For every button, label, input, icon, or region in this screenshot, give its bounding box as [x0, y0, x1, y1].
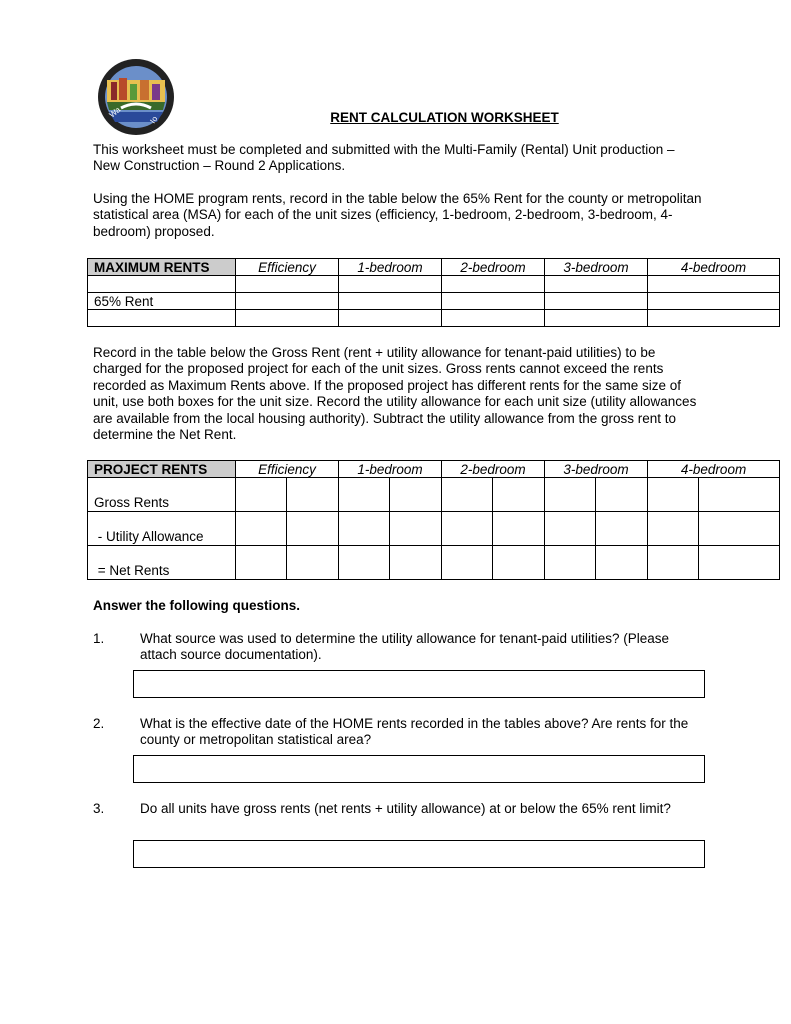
- utility-allowance-input-cell[interactable]: [648, 512, 699, 546]
- utility-allowance-input-cell[interactable]: [442, 512, 493, 546]
- column-header-1-bedroom: 1-bedroom: [339, 259, 442, 276]
- question-text: Do all units have gross rents (net rents + utility allowance) at or below the 65% rent limit?: [140, 801, 671, 816]
- column-header-efficiency: Efficiency: [236, 461, 339, 478]
- utility-allowance-input-cell[interactable]: [699, 512, 780, 546]
- rent-input-cell[interactable]: [545, 276, 648, 293]
- gross-rent-input-cell[interactable]: [648, 478, 699, 512]
- question-text: What is the effective date of the HOME rents recorded in the tables above? Are rents for the county or metropolitan statistical area?: [140, 716, 689, 748]
- project-rents-table: [87, 460, 780, 580]
- gross-rent-input-cell[interactable]: [287, 478, 339, 512]
- rent-input-cell[interactable]: [339, 276, 442, 293]
- utility-allowance-input-cell[interactable]: [390, 512, 442, 546]
- blank-label-cell: [88, 310, 236, 327]
- rent-input-cell[interactable]: [442, 293, 545, 310]
- intro-paragraph: This worksheet must be completed and submitted with the Multi-Family (Rental) Unit production – New Construction – Round 2 Applications.: [93, 142, 675, 174]
- rent-input-cell[interactable]: [442, 310, 545, 327]
- net-rent-input-cell[interactable]: [699, 546, 780, 580]
- utility-allowance-input-cell[interactable]: [493, 512, 545, 546]
- column-header-3-bedroom: 3-bedroom: [545, 461, 648, 478]
- utility-allowance-input-cell[interactable]: [236, 512, 287, 546]
- net-rent-input-cell[interactable]: [339, 546, 390, 580]
- row-label-gross-rents: Gross Rents: [88, 478, 236, 512]
- net-rent-input-cell[interactable]: [442, 546, 493, 580]
- net-rent-input-cell[interactable]: [493, 546, 545, 580]
- column-header-2-bedroom: 2-bedroom: [442, 461, 545, 478]
- answer-box-question-2[interactable]: [133, 755, 705, 783]
- questions-heading: Answer the following questions.: [93, 598, 301, 613]
- rent-input-cell[interactable]: [648, 293, 780, 310]
- rent-input-cell[interactable]: [236, 293, 339, 310]
- gross-rent-input-cell[interactable]: [699, 478, 780, 512]
- question-text: What source was used to determine the utility allowance for tenant-paid utilities? (Please attach source documentation).: [140, 631, 670, 663]
- maximum-rents-table: [87, 258, 780, 327]
- question-number: 1.: [93, 631, 105, 646]
- question-number: 3.: [93, 801, 105, 816]
- table-row: [88, 259, 780, 276]
- rent-input-cell[interactable]: [236, 276, 339, 293]
- question-number: 2.: [93, 716, 105, 731]
- rent-input-cell[interactable]: [545, 310, 648, 327]
- rent-input-cell[interactable]: [339, 310, 442, 327]
- gross-rent-input-cell[interactable]: [390, 478, 442, 512]
- net-rent-input-cell[interactable]: [236, 546, 287, 580]
- net-rent-input-cell[interactable]: [596, 546, 648, 580]
- table-row: [88, 512, 780, 546]
- utility-allowance-input-cell[interactable]: [596, 512, 648, 546]
- net-rent-input-cell[interactable]: [545, 546, 596, 580]
- gross-rent-input-cell[interactable]: [442, 478, 493, 512]
- gross-rent-input-cell[interactable]: [236, 478, 287, 512]
- row-label-65-rent: 65% Rent: [88, 293, 236, 310]
- utility-allowance-input-cell[interactable]: [287, 512, 339, 546]
- row-label-utility-allowance: - Utility Allowance: [88, 512, 236, 546]
- answer-box-question-3[interactable]: [133, 840, 705, 868]
- gross-rent-input-cell[interactable]: [545, 478, 596, 512]
- page-title: RENT CALCULATION WORKSHEET: [330, 110, 559, 125]
- table-row: [88, 461, 780, 478]
- maximum-rents-header: MAXIMUM RENTS: [88, 259, 236, 276]
- gross-rent-input-cell[interactable]: [339, 478, 390, 512]
- rent-input-cell[interactable]: [648, 276, 780, 293]
- net-rent-input-cell[interactable]: [287, 546, 339, 580]
- instruction-paragraph-1: Using the HOME program rents, record in the table below the 65% Rent for the county or metropolitan statistical area (MSA) for each of the unit sizes (efficiency, 1-bedroom, 2-bedroom, 3-bedroom, 4-bedroom) proposed.: [93, 191, 702, 239]
- utility-allowance-input-cell[interactable]: [339, 512, 390, 546]
- column-header-efficiency: Efficiency: [236, 259, 339, 276]
- svg-text:Io: Io: [148, 114, 160, 126]
- rent-input-cell[interactable]: [339, 293, 442, 310]
- utility-allowance-input-cell[interactable]: [545, 512, 596, 546]
- column-header-4-bedroom: 4-bedroom: [648, 461, 780, 478]
- column-header-3-bedroom: 3-bedroom: [545, 259, 648, 276]
- table-row: [88, 293, 780, 310]
- answer-box-question-1[interactable]: [133, 670, 705, 698]
- rent-input-cell[interactable]: [545, 293, 648, 310]
- instruction-paragraph-2: Record in the table below the Gross Rent (rent + utility allowance for tenant-paid utilities) to be charged for the proposed project for each of the unit sizes. Gross rents cannot exceed the rents recorded as Maximum Rents above. If the proposed project has different rents for the same size of unit, use both boxes for the unit size. Record the utility allowance for each unit size (utility allowances are available from the local housing authority). Subtract the utility allowance from the gross rent to determine the Net Rent.: [93, 345, 697, 443]
- rent-input-cell[interactable]: [648, 310, 780, 327]
- blank-label-cell: [88, 276, 236, 293]
- column-header-4-bedroom: 4-bedroom: [648, 259, 780, 276]
- row-label-net-rents: = Net Rents: [88, 546, 236, 580]
- rent-input-cell[interactable]: [442, 276, 545, 293]
- gross-rent-input-cell[interactable]: [493, 478, 545, 512]
- project-rents-header: PROJECT RENTS: [88, 461, 236, 478]
- net-rent-input-cell[interactable]: [390, 546, 442, 580]
- table-row: [88, 546, 780, 580]
- gross-rent-input-cell[interactable]: [596, 478, 648, 512]
- svg-text:Wa: Wa: [107, 105, 123, 120]
- column-header-2-bedroom: 2-bedroom: [442, 259, 545, 276]
- table-row: [88, 310, 780, 327]
- column-header-1-bedroom: 1-bedroom: [339, 461, 442, 478]
- table-row: [88, 478, 780, 512]
- rent-input-cell[interactable]: [236, 310, 339, 327]
- table-row: [88, 276, 780, 293]
- net-rent-input-cell[interactable]: [648, 546, 699, 580]
